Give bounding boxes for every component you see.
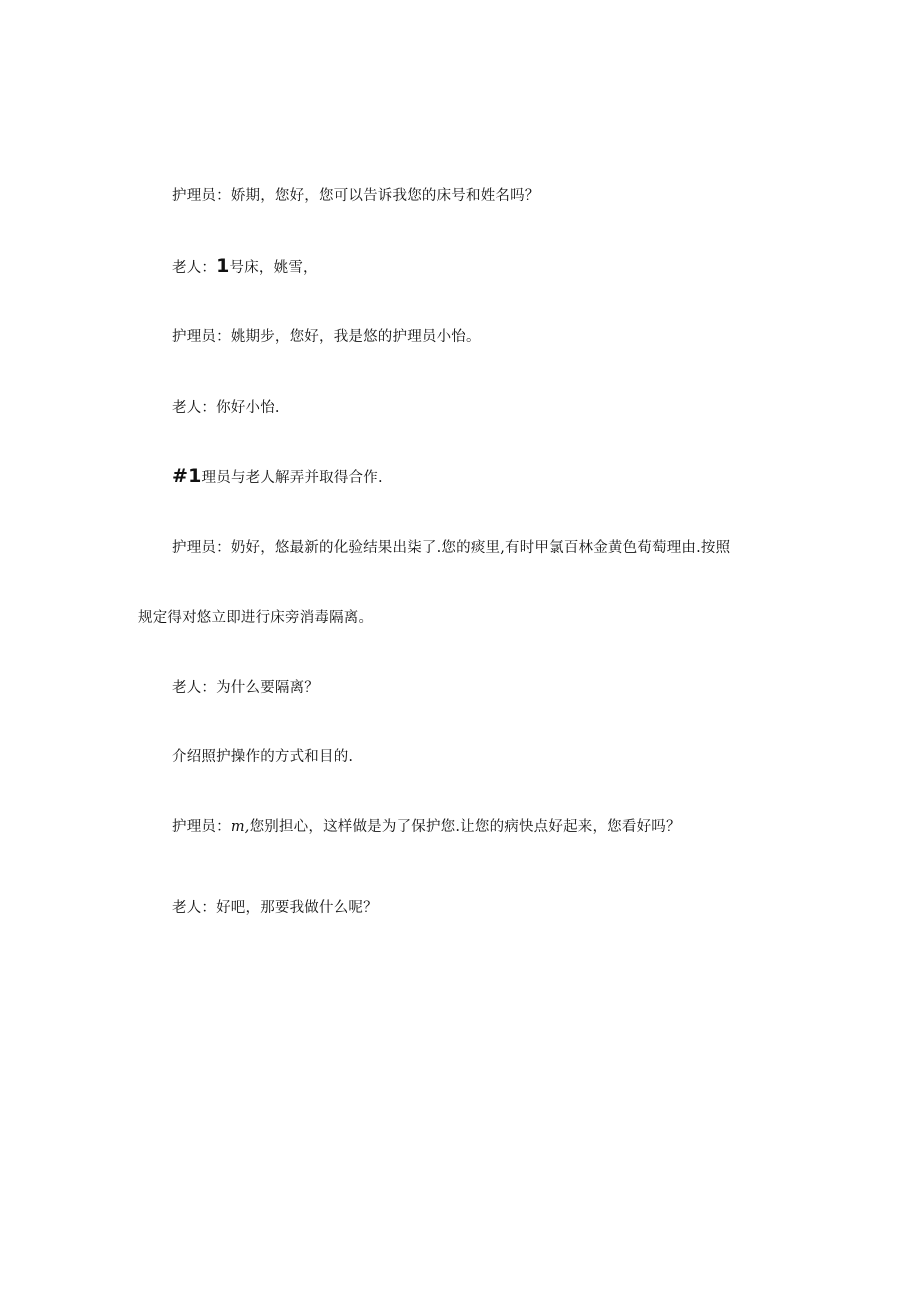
dialogue-text: 姚期步，您好，我是悠的护理员小怡。 <box>230 329 481 345</box>
narration-line-2 <box>172 747 353 767</box>
speaker-label: 老人： <box>172 900 217 916</box>
dialogue-text: 好吧，那要我做什么呢？ <box>216 900 378 916</box>
speaker-label: 护理员： <box>172 188 231 204</box>
dialogue-line-2 <box>172 256 318 278</box>
dialogue-line-5-continued <box>138 608 373 628</box>
dialogue-text: 您别担心，这样做是为了保护您.让您的病快点好起来，您看好吗？ <box>249 819 681 835</box>
dialogue-text: 号床，姚雪， <box>229 260 318 276</box>
speaker-label: 老人： <box>172 680 217 696</box>
speaker-label: 老人： <box>172 400 217 416</box>
narration-text: 理员与老人解弄并取得合作. <box>201 470 383 486</box>
speaker-label: 老人： <box>172 260 217 276</box>
line-prefix: m, <box>230 819 250 835</box>
speaker-label: 护理员： <box>172 819 231 835</box>
narration-line-1 <box>172 466 383 488</box>
dialogue-line-6 <box>172 678 319 698</box>
dialogue-text: 奶好，悠最新的化验结果出柒了.您的痰里,有时甲氯百林金黄色荀萄理由.按照 <box>230 540 731 556</box>
speaker-label: 护理员： <box>172 329 231 345</box>
dialogue-text: 为什么要隔离？ <box>216 680 320 696</box>
speaker-label: 护理员： <box>172 540 231 556</box>
dialogue-text: 娇期，您好，您可以告诉我您的床号和姓名吗？ <box>230 188 540 204</box>
dialogue-line-3 <box>172 327 481 347</box>
bed-number: 1 <box>216 255 230 277</box>
dialogue-line-8 <box>172 898 378 918</box>
dialogue-line-5 <box>172 538 730 558</box>
line-prefix: #1 <box>172 465 202 487</box>
dialogue-text: 你好小怡. <box>216 400 280 416</box>
dialogue-line-1 <box>172 186 540 206</box>
dialogue-text: 规定得对悠立即进行床旁消毒隔离。 <box>138 610 374 626</box>
dialogue-line-4 <box>172 398 280 418</box>
dialogue-line-7 <box>172 817 681 837</box>
narration-text: 介绍照护操作的方式和目的. <box>172 749 354 765</box>
